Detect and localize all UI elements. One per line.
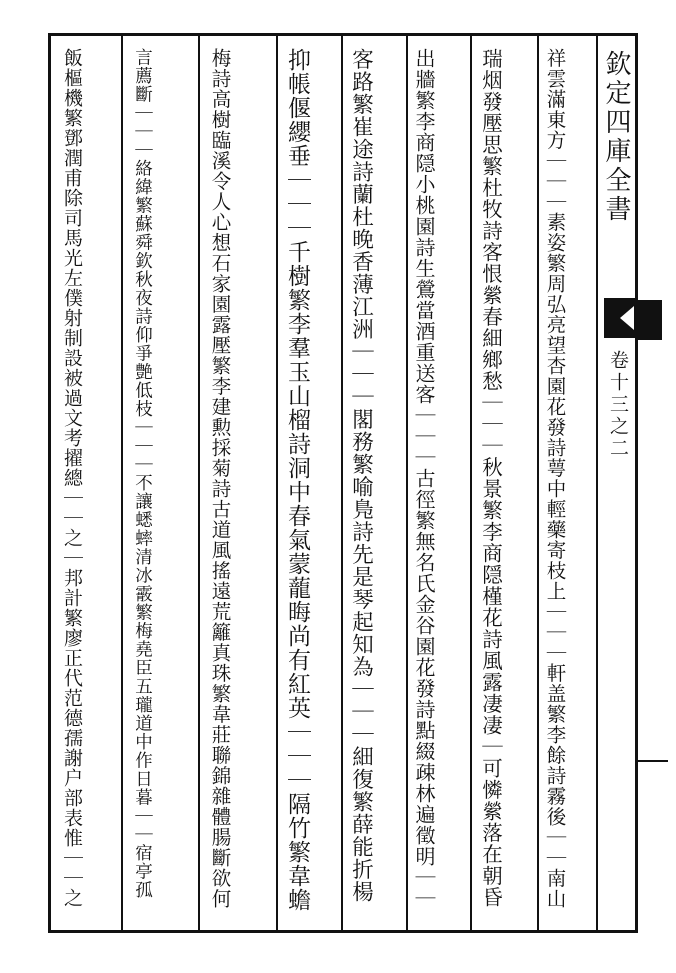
book-title: 欽定四庫全書 [601, 50, 631, 224]
text-column-6: 梅詩高樹臨溪令人心想石家園露壓繁李建勲採菊詩古道風搖遠荒籬真珠繁韋莊聯錦雜體腸斷欲何 [208, 48, 232, 909]
text-column-3: 出牆繁李商隠小桃園詩生鶯當酒重送客｜｜｜古徑繁無名氏金谷園花發詩點綴疎林遍徵明｜｜ [412, 48, 436, 909]
edge-mark [638, 300, 662, 340]
edge-tick [638, 760, 668, 762]
column-rule [537, 36, 539, 930]
text-column-8: 飯樞機繁鄧潤甫除司馬光左僕射制設被過文考擢總｜｜之｜邦計繁廖正代范德孺謝户部表惟｜｜之 [61, 48, 83, 908]
text-column-4: 客路繁崔途詩蘭杜晚香薄江洲｜｜｜閣務繁喻鳬詩先是琴起知為｜｜｜細復繁薛能折楊 [348, 48, 374, 903]
column-rule [198, 36, 200, 930]
text-column-1: 祥雲滿東方｜｜｜素姿繁周弘亮望杏園花發詩萼中輕藥寄枝上｜｜｜軒盖繁李餘詩霧後｜｜南山 [543, 48, 567, 909]
column-rule [341, 36, 343, 930]
column-rule [406, 36, 408, 930]
column-rule [470, 36, 472, 930]
text-column-5: 抑帳偃纓垂｜｜｜千樹繁李羣玉山榴詩洞中春氣蒙蘢晦尚有紅英｜｜｜隔竹繁韋蟾 [284, 48, 310, 912]
column-rule [276, 36, 278, 930]
fish-tail-notch [620, 306, 634, 330]
text-column-2: 瑞烟發壓思繁杜牧詩客恨縈春細鄉愁｜｜｜秋景繁李商隠槿花詩風露凄凄｜可憐縈落在朝昏 [478, 48, 503, 908]
text-column-7: 言薦斷｜｜｜絡緯繁蘇舜欽秋夜詩仰爭艶低枝｜｜｜不讓蟋蟀清冰霰繁梅堯臣五瓏道中作日暮｜｜宿亭孤 [132, 48, 153, 899]
volume-label: 卷十三之二 [607, 350, 629, 460]
column-rule [121, 36, 123, 930]
book-title-column [598, 50, 638, 310]
